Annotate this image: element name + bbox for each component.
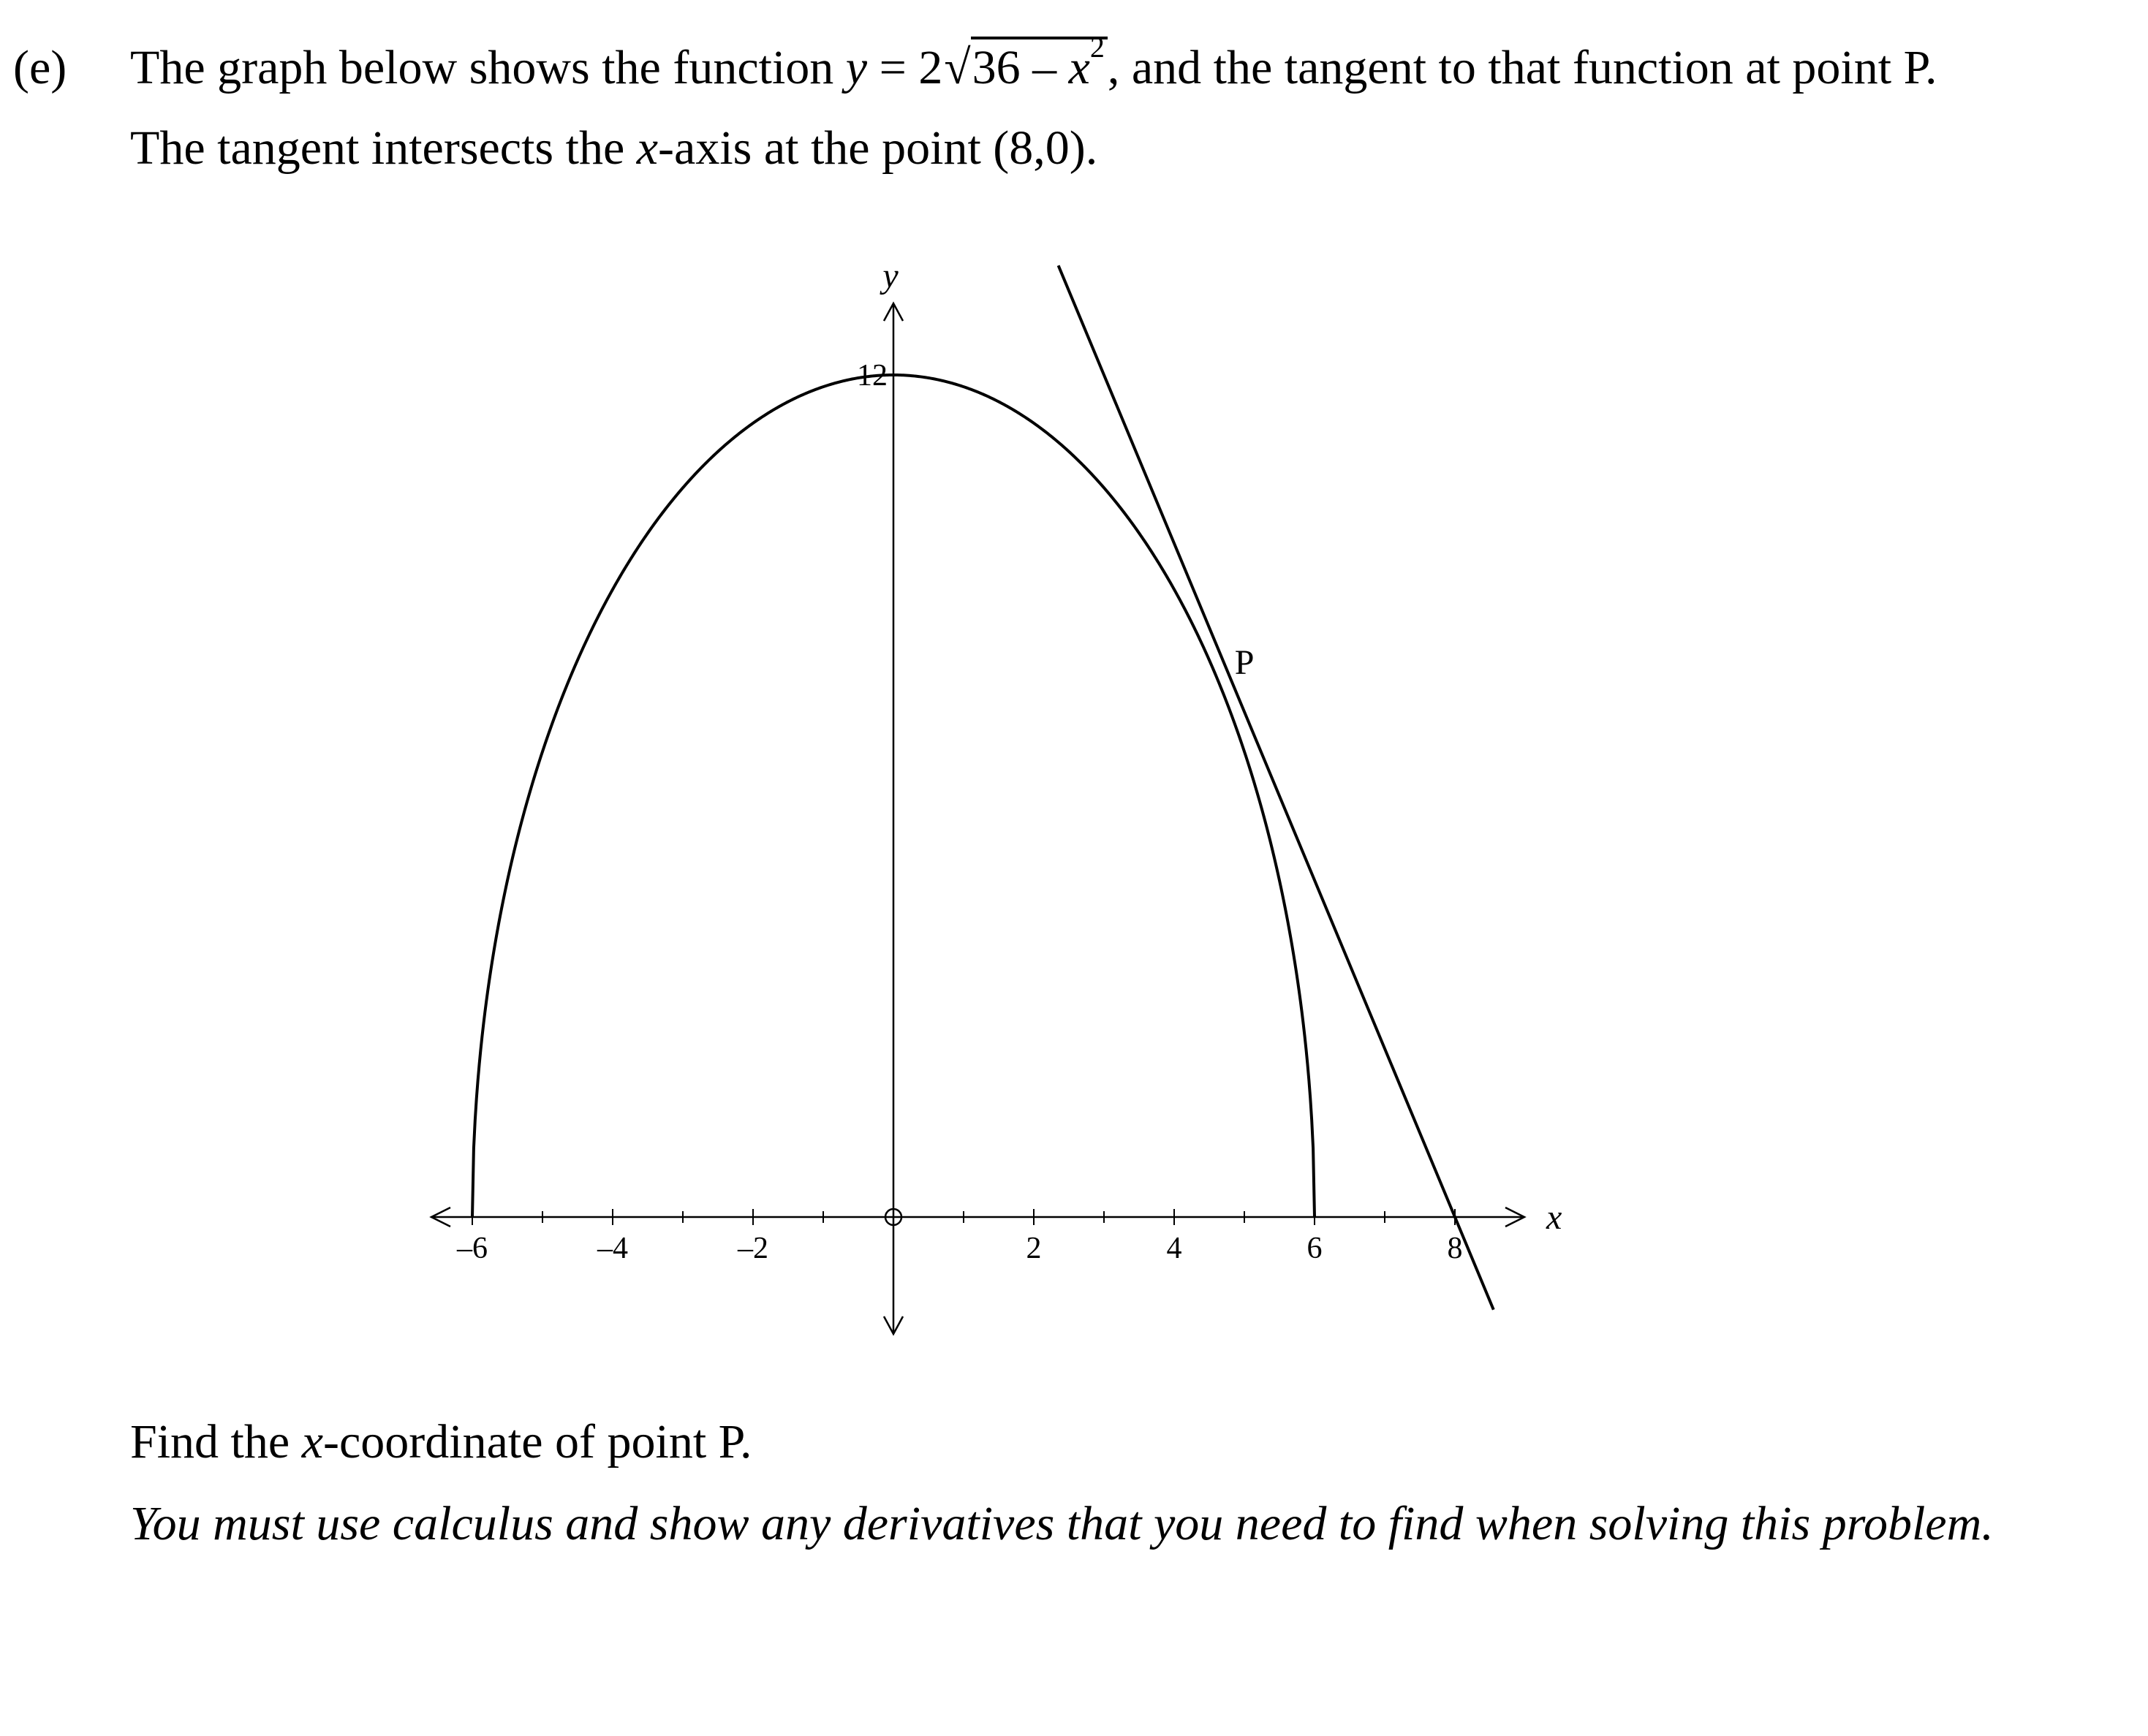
x-tick-label: 8 (1447, 1232, 1463, 1265)
task-instruction: You must use calculus and show any derivatives that you need to find when solving this problem. (130, 1497, 1994, 1550)
task-question-end: -coordinate of point P. (322, 1415, 752, 1468)
stem-line-2-var: x (636, 121, 659, 175)
stem-line-2-text: The tangent intersects the (130, 121, 637, 175)
task-question-var: x (301, 1415, 323, 1468)
axes (431, 303, 1524, 1334)
task-question (130, 1411, 2031, 1474)
function-equals: = 2 (867, 41, 943, 94)
x-tick-label: 4 (1166, 1232, 1182, 1265)
y-axis-title: y (882, 257, 899, 295)
function-y-var: y (845, 41, 868, 94)
task-block (130, 1411, 2031, 1555)
tangent-line (1059, 265, 1494, 1309)
radicand-var: x (1068, 41, 1090, 94)
point-p-label: P (1234, 643, 1255, 682)
x-tick-label: –6 (457, 1232, 488, 1265)
part-label: (e) (13, 41, 67, 94)
task-question-text: Find the (130, 1415, 302, 1468)
x-tick-label: 2 (1026, 1232, 1042, 1265)
stem-line-2-end: -axis at the point (8,0). (658, 121, 1098, 175)
stem-line-1-text: The graph below shows the function (130, 41, 846, 94)
x-tick-label: 6 (1306, 1232, 1323, 1265)
plot-marks (472, 265, 1494, 1309)
square-root: $√36 - x^2$ (942, 28, 1108, 108)
x-tick-label: –4 (597, 1232, 628, 1265)
stem-line-1-end: , and the tangent to that function at point P. (1107, 41, 1937, 94)
ticks (472, 375, 1455, 1225)
radicand-number: 36 – (972, 41, 1069, 94)
y-tick-label: 12 (857, 359, 888, 393)
x-axis-title: x (1546, 1198, 1562, 1237)
x-tick-label: –2 (738, 1232, 768, 1265)
exponent: 2 (1089, 31, 1105, 64)
